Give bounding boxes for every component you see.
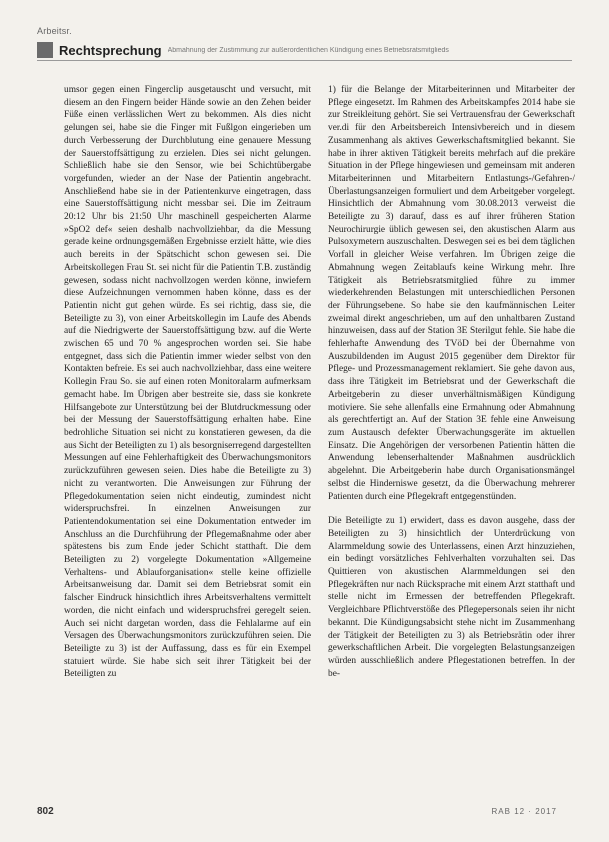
- text-column-left: [64, 84, 311, 774]
- text-column-right: [328, 84, 575, 774]
- header-title: Rechtsprechung: [59, 42, 162, 58]
- header-subtitle: Abmahnung der Zustimmung zur außerordentlichen Kündigung eines Betriebsratsmitglieds: [167, 46, 449, 54]
- page-header: [37, 40, 572, 61]
- page-number: 802: [37, 806, 54, 817]
- journal-issue: RAB 12 · 2017: [491, 807, 557, 816]
- paragraph: Die Beteiligte zu 1) erwidert, dass es davon ausgehe, dass der Beteiligten zu 3) hinsichtlich der Unterdrückung von Alarmmeldung sowie des Unterlassens, einen Arzt hinzuziehen, ein bedingt vorsätzliches Fehlverhalten vorzuhalten sei. Das Quittieren von akustischen Alarmmeldungen sei den Pflegekräften nur nach Rücksprache mit einem Arzt statthaft und stelle nicht im Ermessen der betreffenden Pflegekraft. Vergleichbare Pflichtverstöße des Pflegepersonals seien ihr nicht bekannt. Die Kündigungsabsicht stehe nicht im Zusammenhang der Tätigkeit der Beteiligten zu 3) als Betriebsrätin oder ihrer gewerkschaftlichen Arbeit. Die vorgelegten Belastungsanzeigen würden ausschließlich andere Pflegestationen betreffen. In der be-: [328, 516, 575, 679]
- paragraph: umsor gegen einen Fingerclip ausgetauscht und versucht, mit diesem an den Fingern beider Hände sowie an den Zehen beider Füße einen verlässlichen Wert zu bekommen. Als dies nicht gelungen sei, habe sie die Finger mit Fußlgon eingerieben um durch Verbesserung der Durchblutung eine genauere Messung der Sauerstoffsättigung zu erzielen. Dies sei nicht gelungen. Schließlich habe sie den Sensor, wie bei Schichtübergabe vorgefunden, wieder an der Nase der Patientin angebracht. Anschließend habe sie in der Patientenkurve eingetragen, dass eine Sauerstoffsättigung nicht messbar sei. Die im Zeitraum 20:12 Uhr bis 21:50 Uhr maschinell gespeicherten Alarme »SpO2 def« seien deshalb nachvollziehbar, da die Messung gerade keine ordnungsgemäßen Ergebnisse erzielt hätte, wie dies auch bereits in der Spätschicht schon gewesen sei. Die Arbeitskollegen Frau St. sei nicht für die Patientin T.B. zuständig gewesen, sodass nicht nachvollzogen werden könne, inwiefern diese Aufzeichnungen vernommen haben könne, dass es der Patientin nicht gut gehen würde. Es sei richtig, dass sie, die Beteiligte zu 3), von einer Arbeitskollegin im Laufe des Abends auf die Niedrigwerte der Sauerstoffsättigung bzw. auf die Werte zwischen 65 und 70 % angesprochen worden sei. Sie habe entgegnet, dass sich die Patientin immer wieder selbst von den Kontakten befreie. Es sei auch nachvollziehbar, dass eine weitere Kollegin Frau So. sie auf einen roten Monitoralarm aufmerksam gemacht habe. Im Übrigen aber bestreite sie, dass sie konkrete Hilfsangebote zur Unterstützung bei der Blutdruckmessung oder bei der Messung der Sauerstoffsättigung erhalten habe. Eine bedrohliche Situation sei nicht zu konstatieren gewesen, da die aus Sicht der Beteiligten zu 1) als besorgniserregend dargestellten Messungen auf eine Fehlerhaftigkeit des Überwachungsmonitors zurückzuführen gewesen seien. Dies habe die Beteiligte zu 3) nicht zu verantworten. Die Anweisungen zur Führung der Pflegedokumentation seien nicht eindeutig, zumindest nicht widerspruchsfrei. In einzelnen Anweisungen zur Patientendokumentation sei eine Dokumentation entweder im Anschluss an die Durchführung der Pflegemaßnahme oder aber spätestens bis zum Ende jeder Schicht statthaft. Die dem Beteiligten zu 2) vorgelegte Dokumentation »Allgemeine Verhaltens- und Ablauforganisation« stelle keine offizielle Arbeitsanweisung dar. Damit sei dem Betriebsrat somit ein falscher Eindruck hinsichtlich ihres Arbeitsverhaltens vermittelt worden, die nicht einfach und widerspruchsfrei geregelt seien. Auch sei nicht dargetan worden, dass die Fehlalarme auf ein Versagen des Überwachungsmonitors zurückzuführen seien. Die Beteiligte zu 3) ist der Auffassung, dass es für ein Exempel statuiert würde. Sie habe sich seit ihrer Tätigkeit bei der Beteiligten zu: [64, 85, 311, 680]
- header-marker: [37, 42, 53, 58]
- section-label: Arbeitsr.: [37, 26, 72, 36]
- paragraph: 1) für die Belange der Mitarbeiterinnen und Mitarbeiter der Pflege eingesetzt. Im Rahmen des Arbeitskampfes 2014 habe sie zur Streikleitung gehört. Sie sei Vertrauensfrau der Gewerkschaft ver.di für den Arbeitsbereich Intensivbereich und in diesem Zusammenhang als aktives Gewerkschaftsmitglied bekannt. Sie habe in ihrer aktiven Tätigkeit bereits mehrfach auf die prekäre Situation in der Pflege hingewiesen und gemeinsam mit anderen Mitarbeiterinnen und Mitarbeitern Entlastungs-/Gefahren-/Überlastungsanzeigen formuliert und dem Arbeitgeber vorgelegt. Hinsichtlich der Abmahnung vom 30.08.2013 verweist die Beteiligte zu 3) darauf, dass es auf ihrer früheren Station Neurochirurgie üblich gewesen sei, den akustischen Alarm aus Pulsoxymetern auszuschalten. Deswegen sei es bei dem täglichen Vorfall in gleicher Weise verfahren. Im Übrigen zeige die Abmahnung wegen Zeitablaufs keine Wirkung mehr. Ihre Tätigkeit als Betriebsratsmitglied führe zu immer wiederkehrenden Belastungen mit unterschiedlichen Personen der Führungsebene. So habe sie den kaufmännischen Leiter zweimal direkt angeschrieben, um auf den unhaltbaren Zustand hinzuweisen, dass auf der Station 3E Sterilgut fehle. Sie habe die fehlerhafte Anwendung des TVöD bei der Übernahme von Auszubildenden im August 2015 gegenüber dem Direktor für Pflege- und Prozessmanagement reklamiert. Sie gehe davon aus, dass ihre Tätigkeit im Betriebsrat und der Gewerkschaft die Arbeitgeberin zu dieser unverhältnismäßigen Kündigung motiviere. Sie sehe allenfalls eine Ermahnung oder Abmahnung als gerechtfertigt an. Auf der Station 3E fehle eine Anweisung zum Austausch defekter Überwachungsgeräte im aktuellen Einsatz. Die Angehörigen der versorbenen Patientin hätten die Anwendung lebenserhaltender Maßnahmen ausdrücklich abgelehnt. Die Arbeitgeberin habe durch Organisationsmängel selbst die Hinderniswe gesetzt, da die Überwachung mehrerer Patienten durch eine Pflegekraft entgegenstünden.: [328, 85, 575, 502]
